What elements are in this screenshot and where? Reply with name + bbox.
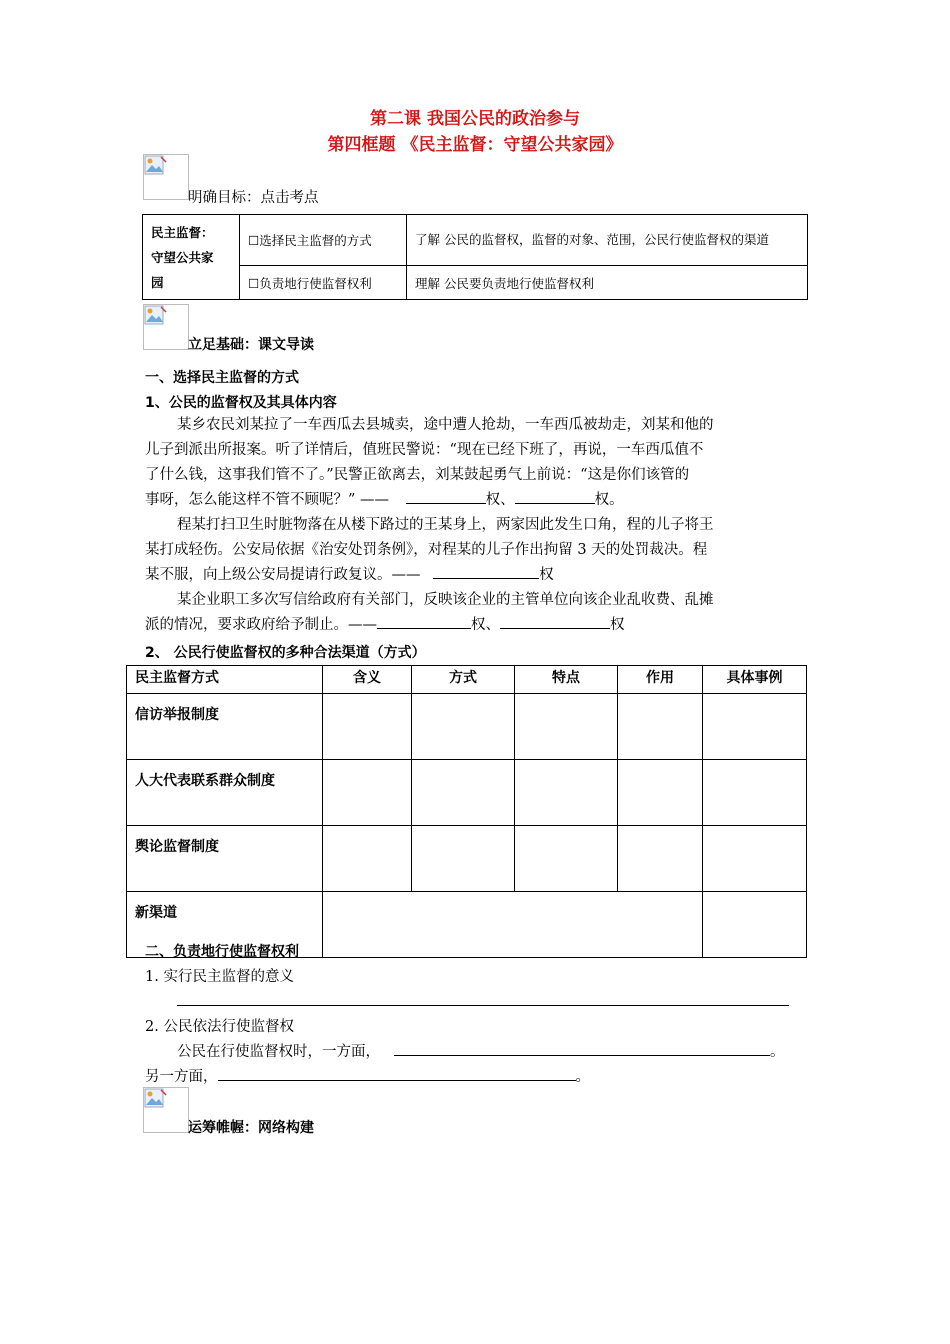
table-cell: 舆论监督制度 [127, 826, 323, 892]
table-cell: 人大代表联系群众制度 [127, 760, 323, 826]
section2-end1: 。 [770, 1044, 785, 1060]
section1-sub2: 2、 公民行使监督权的多种合法渠道（方式） [145, 645, 426, 661]
answer-blank[interactable] [218, 1065, 576, 1081]
answer-blank[interactable] [500, 613, 610, 629]
table-cell[interactable] [323, 892, 703, 958]
table-cell[interactable] [703, 892, 807, 958]
table-header: 作用 [618, 666, 703, 694]
table-header: 含义 [323, 666, 412, 694]
section2-item2: 2. 公民依法行使监督权 [145, 1019, 294, 1035]
channels-table [126, 665, 807, 958]
planning-heading: 运筹帷幄：网络构建 [188, 1120, 314, 1136]
objective-point: ☐选择民主监督的方式 [240, 215, 407, 266]
case2-line: 某不服，向上级公安局提请行政复议。—— [145, 567, 421, 583]
case1-line: 某乡农民刘某拉了一车西瓜去县城卖，途中遭人抢劫，一车西瓜被劫走，刘某和他的 [177, 417, 714, 433]
table-cell[interactable] [323, 694, 412, 760]
objective-point: ☐负责地行使监督权利 [240, 266, 407, 300]
table-cell[interactable] [618, 760, 703, 826]
table-cell[interactable] [515, 826, 618, 892]
table-cell[interactable] [412, 760, 515, 826]
table-cell[interactable] [703, 760, 807, 826]
table-cell[interactable] [323, 760, 412, 826]
section2-text1: 公民在行使监督权时，一方面， [177, 1044, 380, 1060]
table-cell[interactable] [703, 694, 807, 760]
case2-end: 权 [539, 567, 554, 583]
table-cell[interactable] [618, 826, 703, 892]
table-row [127, 760, 807, 826]
section2-item1: 1. 实行民主监督的意义 [145, 969, 294, 985]
answer-blank[interactable] [406, 488, 486, 504]
table-header: 具体事例 [703, 666, 807, 694]
table-cell[interactable] [515, 694, 618, 760]
table-cell: 新渠道 [127, 892, 323, 958]
table-cell[interactable] [515, 760, 618, 826]
objectives-heading: 明确目标：点击考点 [188, 190, 319, 206]
answer-blank[interactable] [377, 613, 471, 629]
case2-line: 程某打扫卫生时脏物落在从楼下路过的王某身上，两家因此发生口角，程的儿子将王 [177, 517, 714, 533]
section2-text2: 另一方面， [145, 1069, 218, 1085]
table-cell[interactable] [323, 826, 412, 892]
answer-blank[interactable] [433, 563, 539, 579]
page-title: 第二课 我国公民的政治参与 [370, 109, 580, 129]
objective-requirement: 了解 公民的监督权，监督的对象、范围，公民行使监督权的渠道 [407, 215, 808, 266]
answer-blank[interactable] [515, 488, 595, 504]
case-paragraphs [145, 413, 815, 643]
table-header: 特点 [515, 666, 618, 694]
section1-sub1: 1、公民的监督权及其具体内容 [145, 395, 337, 411]
answer-blank[interactable] [394, 1040, 770, 1056]
table-cell[interactable] [703, 826, 807, 892]
case1-line: 事呀，怎么能这样不管不顾呢？” —— [145, 492, 390, 508]
section2-end2: 。 [575, 1069, 590, 1085]
case1-line: 儿子到派出所报案。听了详情后，值班民警说：“现在已经下班了，再说，一车西瓜值不 [145, 442, 704, 458]
case3-line: 派的情况，要求政府给予制止。—— [145, 617, 377, 633]
objectives-table [142, 214, 808, 300]
table-header: 方式 [412, 666, 515, 694]
section2-heading: 二、负责地行使监督权利 [145, 944, 299, 960]
table-row [127, 826, 807, 892]
broken-image-icon [143, 1087, 189, 1133]
case1-end: 权。 [594, 492, 624, 508]
section1-heading: 一、选择民主监督的方式 [145, 370, 299, 386]
case2-line: 某打成轻伤。公安局依据《治安处罚条例》，对程某的儿子作出拘留 3 天的处罚裁决。程 [145, 542, 708, 558]
case1-mid: 权、 [485, 492, 515, 508]
table-cell: 信访举报制度 [127, 694, 323, 760]
table-cell[interactable] [618, 694, 703, 760]
case1-line: 了什么钱，这事我们管不了。”民警正欲离去，刘某鼓起勇气上前说：“这是你们该管的 [145, 467, 690, 483]
answer-line[interactable] [177, 1005, 789, 1006]
page-subtitle: 第四框题 《民主监督：守望公共家园》 [327, 135, 623, 155]
table-header: 民主监督方式 [127, 666, 323, 694]
foundation-heading: 立足基础：课文导读 [188, 337, 314, 353]
table-cell[interactable] [412, 826, 515, 892]
case3-line: 某企业职工多次写信给政府有关部门，反映该企业的主管单位向该企业乱收费、乱摊 [177, 592, 714, 608]
case3-mid: 权、 [471, 617, 500, 633]
objectives-topic: 民主监督： 守望公共家 园 [143, 215, 240, 300]
broken-image-icon [143, 304, 189, 350]
case3-end: 权 [610, 617, 625, 633]
objective-requirement: 理解 公民要负责地行使监督权利 [407, 266, 808, 300]
broken-image-icon [143, 154, 189, 200]
table-row [127, 694, 807, 760]
table-cell[interactable] [412, 694, 515, 760]
